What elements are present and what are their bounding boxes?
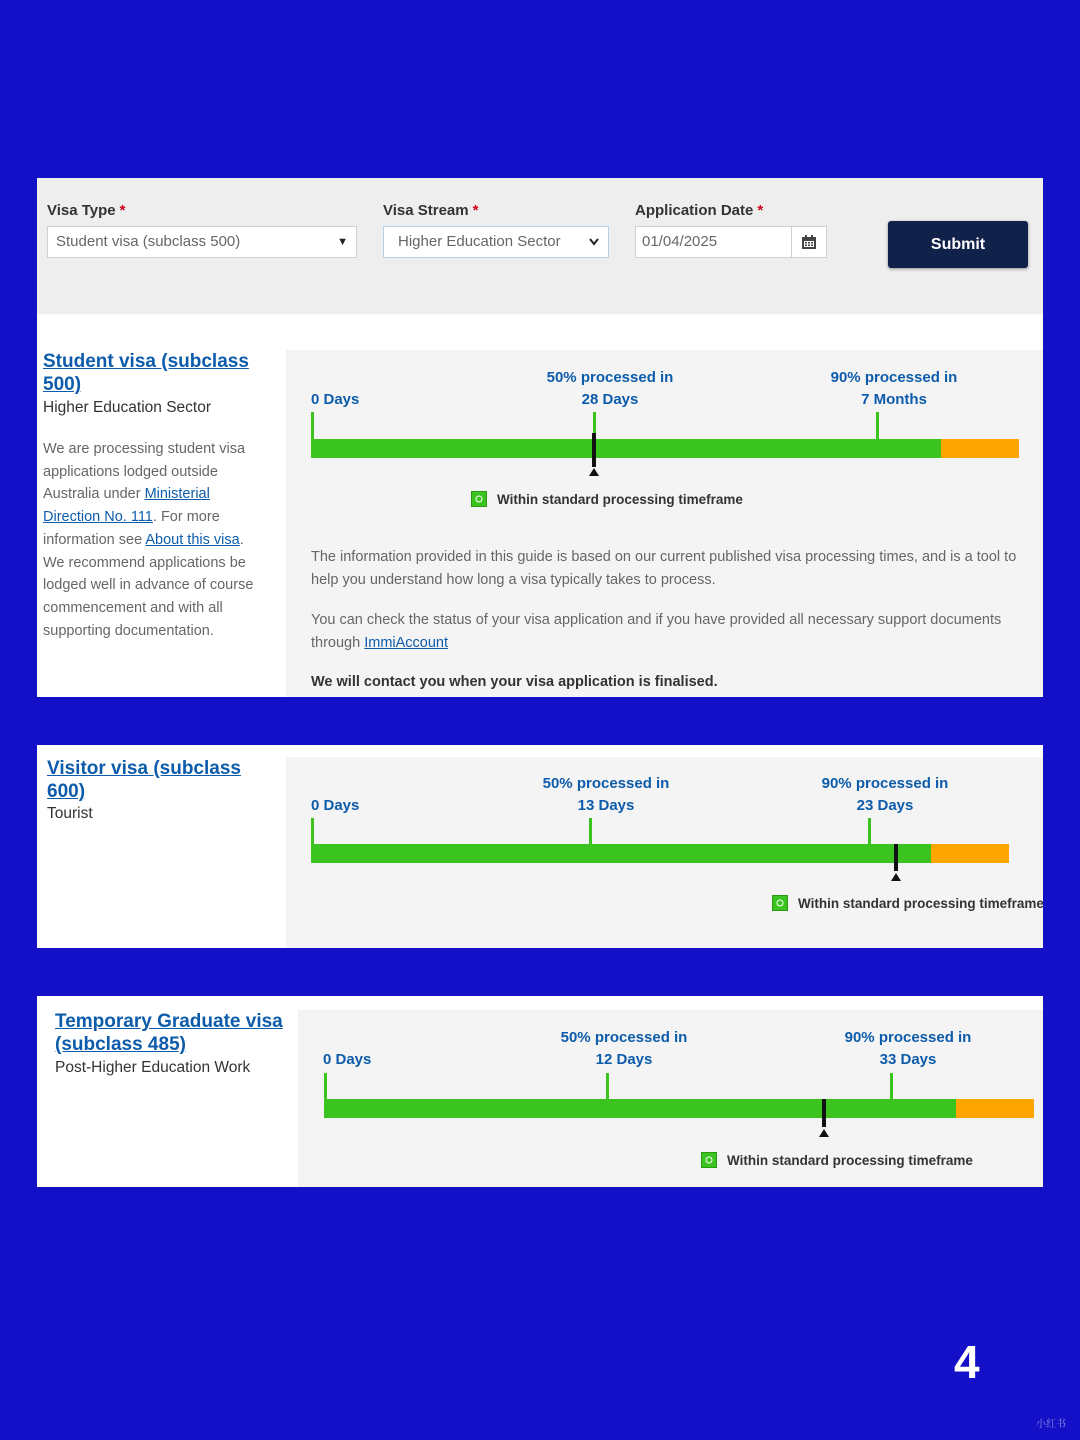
visa-type-value: Student visa (subclass 500) [56, 233, 241, 250]
student-marker-arrow [589, 468, 599, 476]
immiaccount-link[interactable]: ImmiAccount [364, 634, 449, 651]
student-visa-stream: Higher Education Sector [43, 399, 212, 416]
visa-type-select[interactable] [47, 226, 357, 258]
visitor-start-tick [311, 818, 314, 844]
graduate-start-tick [324, 1073, 327, 1099]
student-visa-description: We are processing student visa applications lodged outside Australia under Ministerial Direction No. 111. For more information see About this visa. We recommend applications be lodged well in advance of course commencement and with all supporting documentation. [43, 441, 254, 639]
visa-stream-select[interactable] [383, 226, 609, 258]
student-application-marker [592, 433, 596, 467]
visitor-visa-title-link[interactable]: Visitor visa (subclass 600) [47, 758, 241, 802]
calendar-icon[interactable] [791, 227, 826, 257]
graduate-p90-label: 90% processed in 33 Days [844, 1029, 972, 1068]
visitor-p90-label: 90% processed in 23 Days [821, 775, 949, 814]
graduate-legend: Within standard processing timeframe [701, 1152, 973, 1168]
graduate-visa-title-link[interactable]: Temporary Graduate visa (subclass 485) [55, 1011, 283, 1055]
visitor-p50-label: 50% processed in 13 Days [542, 775, 670, 814]
visitor-visa-stream: Tourist [47, 805, 93, 822]
visitor-p90-tick [868, 818, 871, 844]
visa-stream-value: Higher Education Sector [398, 233, 561, 250]
student-p90-tick [876, 412, 879, 439]
watermark: 小红书 [1036, 1419, 1066, 1430]
student-start-label: 0 Days [311, 391, 360, 408]
page-number: 4 [954, 1336, 980, 1388]
visitor-legend: Within standard processing timeframe [772, 895, 1044, 911]
clock-icon [701, 1152, 717, 1168]
visitor-start-label: 0 Days [311, 797, 360, 814]
visa-type-label: Visa Type * [47, 202, 126, 219]
visitor-progress-bar [311, 844, 931, 863]
student-p90-label: 90% processed in 7 Months [830, 369, 958, 408]
student-start-tick [311, 412, 314, 439]
graduate-p90-tick [890, 1073, 893, 1099]
student-legend: Within standard processing timeframe [471, 491, 743, 507]
graduate-start-label: 0 Days [323, 1051, 372, 1068]
student-progress-bar [311, 439, 941, 458]
application-date-value: 01/04/2025 [642, 233, 718, 250]
visitor-application-marker [894, 844, 898, 871]
info-paragraph-2: You can check the status of your visa application and if you have provided all necessary support documents through ImmiAccount [311, 612, 1002, 651]
graduate-application-marker [822, 1099, 826, 1127]
about-this-visa-link[interactable]: About this visa [145, 531, 240, 548]
student-visa-title-link[interactable]: Student visa (subclass 500) [43, 351, 249, 395]
application-date-input[interactable] [635, 226, 827, 258]
info-paragraph-3: We will contact you when your visa application is finalised. [311, 674, 718, 690]
graduate-p50-tick [606, 1073, 609, 1099]
graduate-overdue-bar [956, 1099, 1034, 1118]
student-overdue-bar [941, 439, 1019, 458]
submit-button[interactable]: Submit [888, 221, 1028, 268]
visitor-p50-tick [589, 818, 592, 844]
student-p50-label: 50% processed in 28 Days [546, 369, 674, 408]
clock-icon [772, 895, 788, 911]
visitor-overdue-bar [931, 844, 1009, 863]
visitor-visa-panel [37, 745, 1043, 948]
caret-down-icon: ▼ [337, 236, 348, 248]
graduate-visa-panel [37, 996, 1043, 1187]
application-date-label: Application Date * [635, 202, 764, 219]
info-paragraph-1: The information provided in this guide is based on our current published visa processing times, and is a tool to help you understand how long a visa typically takes to process. [311, 549, 1017, 588]
student-visa-panel [37, 178, 1043, 697]
visa-stream-label: Visa Stream * [383, 202, 479, 219]
chevron-down-icon [588, 227, 600, 269]
graduate-p50-label: 50% processed in 12 Days [560, 1029, 688, 1068]
graduate-marker-arrow [819, 1129, 829, 1137]
graduate-progress-bar [324, 1099, 956, 1118]
graduate-visa-stream: Post-Higher Education Work [55, 1059, 251, 1076]
ministerial-direction-link[interactable]: Ministerial Direction No. 111 [43, 486, 210, 526]
clock-icon [471, 491, 487, 507]
search-form [37, 178, 1043, 314]
visitor-marker-arrow [891, 873, 901, 881]
